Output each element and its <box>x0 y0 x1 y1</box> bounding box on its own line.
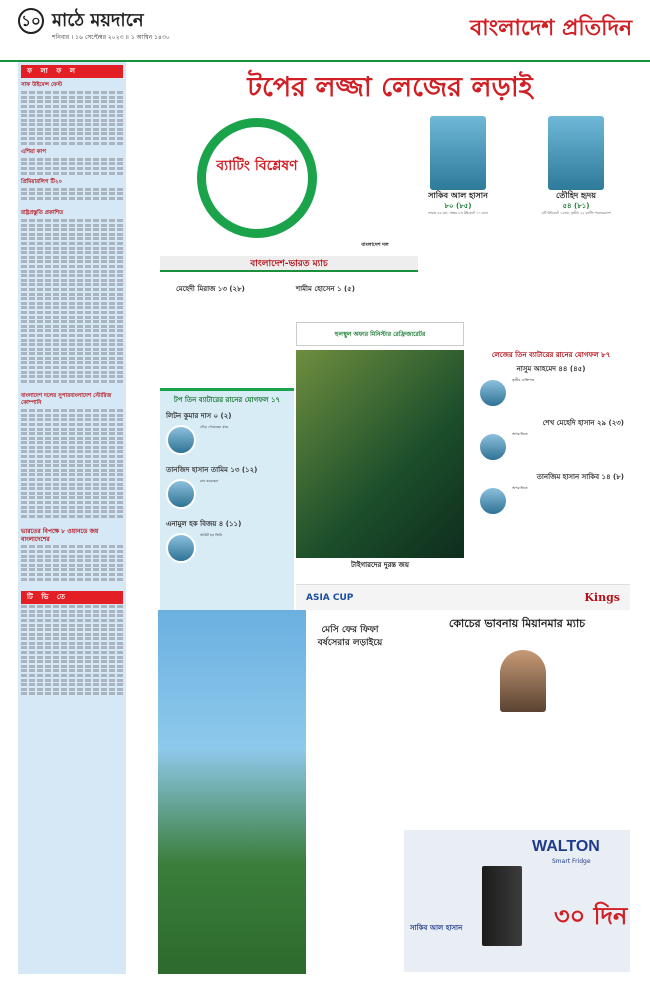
batting-analysis-badge: ব্যাটিং বিশ্লেষণ <box>197 118 317 238</box>
coach-photo <box>500 650 546 712</box>
player-stat: ৫৪ (৮১) <box>562 202 590 210</box>
top3-name-1: লিটন কুমার দাস ০ (২) <box>166 412 232 420</box>
ad-text: হুলস্থুল অফার মিনিস্টার রেফ্রিজারেটর <box>334 331 426 338</box>
issue-date: শনিবার । ১৬ সেপ্টেম্বর ২০২৩ ॥ ১ আশ্বিন ১৪৩০ <box>52 34 170 41</box>
top3-title: টপ তিন ব্যাটারের রানের যোগফল ১৭ <box>173 396 281 404</box>
section-name: মাঠে ময়দানে <box>52 10 144 31</box>
walton-ad[interactable] <box>404 830 630 972</box>
player-desc: ভারত ৫৬ রান, অক্ষর ৮৩ উইকেটে ১০ রানে <box>428 211 488 215</box>
result-title-3: প্রিমিয়ারলিগ টি২০ <box>21 178 63 185</box>
tail-title: লেজের তিন ব্যাটারের রানের যোগফল ৮৭ <box>491 351 611 359</box>
sidebar-footer-title: ভারতের বিপক্ষে ৮ ওয়ানডে জয় বাংলাদেশের <box>21 527 99 543</box>
bangladesh-team-label: বাংলাদেশ দল <box>361 242 389 248</box>
player-note: আউট হন তিনি <box>200 533 223 537</box>
sidebar-story-2-title: বাংলাদেশ দলের সুপারবাংলাদেশ স্টোরিজ কোম্পানি <box>21 392 112 406</box>
minister-ad[interactable] <box>296 322 464 346</box>
player-note: তৃতীয় ব্যক্তিগত <box>512 378 535 382</box>
newspaper-logo: বাংলাদেশ প্রতিদিন <box>470 15 633 41</box>
page-number: ১০ <box>18 8 44 34</box>
player-thumb <box>166 533 196 563</box>
mini-name-2: শামীম হোসেন ১ (৫) <box>296 285 355 293</box>
tv-schedule-slug: টি ভি তে <box>21 591 123 604</box>
player-photo <box>430 116 486 190</box>
tail-name-2: শেখ মেহেদি হাসান ২৯ (২৩) <box>542 419 624 427</box>
coach-headline: কোচের ভাবনায় মিয়ানমার ম্যাচ <box>448 617 586 630</box>
player-note: রান করেছেন <box>200 479 219 483</box>
top3-name-2: তানজিদ হাসান তামিম ১৩ (১২) <box>166 466 258 474</box>
mini-name-1: মেহেদী মিরাজ ১৩ (২৮) <box>176 285 245 293</box>
player-note: দৌড় পেয়েছেন মাত্র <box>200 425 229 429</box>
asia-cup-logo: ASIA CUP <box>306 592 354 603</box>
player-card-towhid <box>536 116 616 217</box>
result-title-2: এশিয়া কাপ <box>21 148 46 155</box>
section-banner: বাংলাদেশ-ভারত ম্যাচ <box>160 256 418 272</box>
player-card-shakib <box>418 116 498 217</box>
player-name: সাকিব আল হাসান <box>428 191 488 200</box>
walton-offer: ৩০ দিন <box>554 902 628 930</box>
player-note: অপরাজিত <box>512 486 528 490</box>
celebration-photo <box>296 350 464 558</box>
player-photo <box>548 116 604 190</box>
fridge-image <box>482 866 522 946</box>
messi-photo <box>158 610 306 974</box>
result-title-1: সাফ উইমেন্স ফেস্ট <box>21 82 63 88</box>
sidebar-results-column <box>18 62 126 974</box>
walton-product: Smart Fridge <box>552 858 591 865</box>
results-slug: ফ লা ফ ল <box>21 65 123 78</box>
player-thumb <box>478 378 508 408</box>
player-thumb <box>478 432 508 462</box>
player-desc: ৪টি উইকেটে ১৫তম, তৃতীয় ২২ ব্যাটিং পারফরম্যান্স <box>541 211 611 215</box>
player-thumb <box>166 479 196 509</box>
tail-box <box>472 348 630 578</box>
walton-brand: WALTON <box>532 838 600 855</box>
walton-promo-name: সাকিব আল হাসান <box>410 924 463 932</box>
sidebar-story-1-title: রাষ্ট্রপ্রস্তুতি প্রকাশিত <box>21 209 64 216</box>
page-header <box>0 0 650 62</box>
photo-caption: টাইগারদের দুরন্ত জয় <box>351 561 409 569</box>
player-note: অপরাজিত <box>512 432 528 436</box>
player-thumb <box>478 486 508 516</box>
top3-name-3: এনামুল হক বিজয় ৪ (১১) <box>166 520 242 528</box>
kings-logo: Kings <box>584 591 620 604</box>
tail-name-1: নাসুম আহমেদ ৪৪ (৪৫) <box>516 365 586 373</box>
tail-name-3: তানজিম হাসান সাকিব ১৪ (৮) <box>536 473 624 481</box>
player-name: তৌহিদ হৃদয় <box>556 191 596 200</box>
player-thumb <box>166 425 196 455</box>
messi-headline: মেসি ফের ফিফা বর্ষসেরার লড়াইয়ে <box>317 625 383 648</box>
main-headline: টপের লজ্জা লেজের লড়াই <box>247 72 533 103</box>
top3-box <box>160 388 294 610</box>
player-stat: ৮০ (৮৫) <box>444 202 472 210</box>
sponsor-bar <box>296 584 630 610</box>
